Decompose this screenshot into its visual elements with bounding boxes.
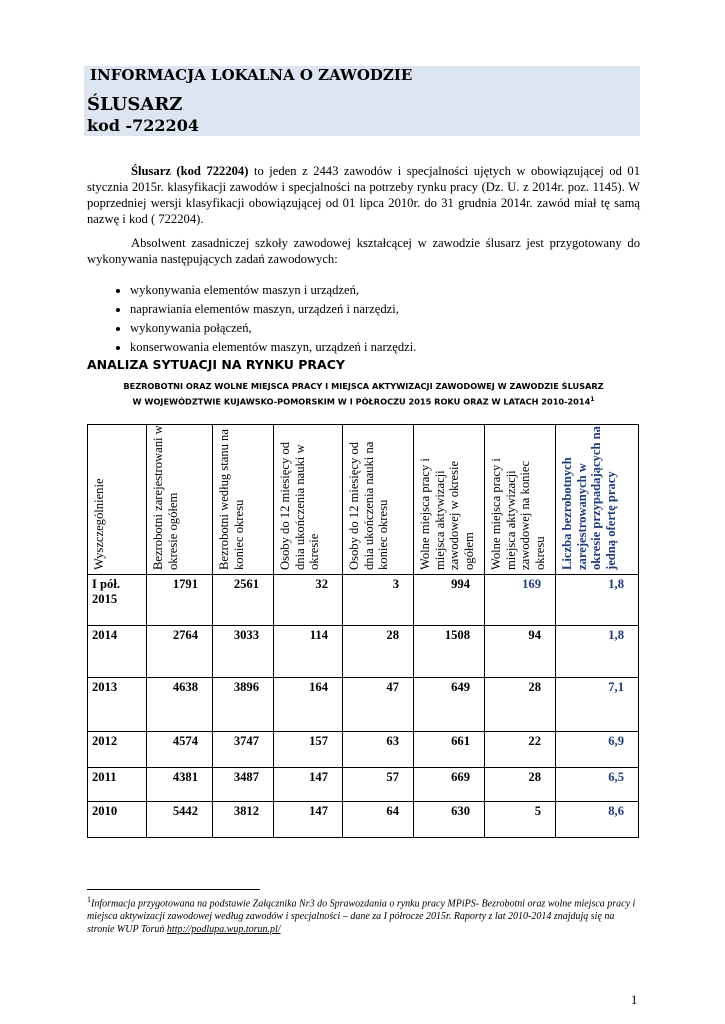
intro-paragraph-2 xyxy=(87,235,640,267)
table-cell: 28 xyxy=(343,626,414,678)
table-cell: 22 xyxy=(485,732,556,768)
table-row xyxy=(88,678,639,732)
table-caption-line-1: BEZROBOTNI ORAZ WOLNE MIEJSCA PRACY I MIEJSCA AKTYWIZACJI ZAWODOWEJ W ZAWODZIE ŚLUSARZ xyxy=(123,381,604,391)
intro-text: to jeden z 2443 zawodów i specjalności ujętych w obowiązującej od 01 stycznia 2015r. klasyfikacji zawodów i specjalności na potrzeby rynku pracy (Dz. U. z 2014r. poz. 1145). W poprzedniej wersji klasyfikacji obowiązującej od 01 lipca 2010r. do 31 grudnia 2014r. zawód miał tę samą nazwę i kod ( 722204). xyxy=(87,164,640,226)
header-cell xyxy=(485,425,556,575)
header-label: Bezrobotni według stanu na koniec okresu xyxy=(217,429,246,570)
row-label: 2012 xyxy=(88,732,147,768)
row-label: 2013 xyxy=(88,678,147,732)
table-cell: 4638 xyxy=(147,678,213,732)
footnote-ref: 1 xyxy=(590,396,595,403)
caption-text: W WOJEWÓDZTWIE KUJAWSKO-POMORSKIM W I PÓŁROCZU 2015 ROKU ORAZ W LATACH 2010-2014 xyxy=(132,396,591,407)
table-cell: 669 xyxy=(414,768,485,802)
table-cell: 3812 xyxy=(213,802,274,838)
data-table xyxy=(87,424,639,838)
footnote-link[interactable]: http://podlupa.wup.torun.pl/ xyxy=(166,924,281,936)
table-cell: 64 xyxy=(343,802,414,838)
page-number: 1 xyxy=(631,993,638,1007)
table-cell: 164 xyxy=(274,678,343,732)
table-cell: 94 xyxy=(485,626,556,678)
intro-text-2: Absolwent zasadniczej szkoły zawodowej kształcącej w zawodzie ślusarz jest przygotowany do wykonywania następujących zadań zawodowych: xyxy=(87,236,640,266)
row-label: I pół. 2015 xyxy=(88,575,147,626)
table-cell: 630 xyxy=(414,802,485,838)
footnote-divider xyxy=(87,889,260,890)
list-item: • konserwowania elementów maszyn, urządzeń i narzędzi. xyxy=(130,338,416,357)
table-row xyxy=(88,732,639,768)
table-cell: 5 xyxy=(485,802,556,838)
table-cell: 157 xyxy=(274,732,343,768)
task-list xyxy=(87,281,416,357)
table-header-row xyxy=(88,425,639,575)
table-cell: 1,8 xyxy=(556,626,639,678)
document-title: INFORMACJA LOKALNA O ZAWODZIE xyxy=(90,66,413,84)
table-cell: 4381 xyxy=(147,768,213,802)
header-cell xyxy=(147,425,213,575)
table-cell: 3747 xyxy=(213,732,274,768)
table-cell: 63 xyxy=(343,732,414,768)
table-cell: 1,8 xyxy=(556,575,639,626)
table-cell: 57 xyxy=(343,768,414,802)
table-cell: 3896 xyxy=(213,678,274,732)
header-label: Wolne miejsca pracy i miejsca aktywizacji zawodowej na koniec okresu xyxy=(489,458,547,570)
header-cell xyxy=(414,425,485,575)
table-row xyxy=(88,802,639,838)
table-cell: 3487 xyxy=(213,768,274,802)
table-cell: 1791 xyxy=(147,575,213,626)
table-cell: 649 xyxy=(414,678,485,732)
table-cell: 4574 xyxy=(147,732,213,768)
list-item: • naprawiania elementów maszyn, urządzeń i narzędzi, xyxy=(130,300,416,319)
table-cell: 1508 xyxy=(414,626,485,678)
row-label: 2014 xyxy=(88,626,147,678)
row-label: 2011 xyxy=(88,768,147,802)
table-cell: 661 xyxy=(414,732,485,768)
table-cell: 6,9 xyxy=(556,732,639,768)
footnote xyxy=(87,893,640,936)
table-cell: 2561 xyxy=(213,575,274,626)
table-row xyxy=(88,768,639,802)
occupation-name: ŚLUSARZ xyxy=(87,94,183,115)
header-label: Bezrobotni zarejestrowani w okresie ogółem xyxy=(151,425,180,570)
header-cell xyxy=(556,425,639,575)
table-cell: 8,6 xyxy=(556,802,639,838)
table-cell: 2764 xyxy=(147,626,213,678)
header-label: Liczba bezrobotnych zarejestrowanych w okresie przypadających na jedną ofertę pracy xyxy=(560,426,618,570)
table-cell: 3 xyxy=(343,575,414,626)
table-row xyxy=(88,575,639,626)
header-label: Osoby do 12 miesięcy od dnia ukończenia nauki na koniec okresu xyxy=(347,441,390,570)
header-label: Wolne miejsca pracy i miejsca aktywizacji zawodowej w okresie ogółem xyxy=(418,458,476,570)
table-cell: 147 xyxy=(274,802,343,838)
table-cell: 28 xyxy=(485,678,556,732)
header-cell xyxy=(213,425,274,575)
table-cell: 32 xyxy=(274,575,343,626)
table-row xyxy=(88,626,639,678)
table-cell: 114 xyxy=(274,626,343,678)
table-cell: 28 xyxy=(485,768,556,802)
table-cell: 169 xyxy=(485,575,556,626)
table-cell: 6,5 xyxy=(556,768,639,802)
table-cell: 7,1 xyxy=(556,678,639,732)
footnote-mark: 1 xyxy=(87,895,91,904)
table-cell: 994 xyxy=(414,575,485,626)
list-item: • wykonywania połączeń, xyxy=(130,319,416,338)
table-cell: 3033 xyxy=(213,626,274,678)
table-cell: 5442 xyxy=(147,802,213,838)
occupation-code: kod -722204 xyxy=(87,116,199,135)
table-caption-line-2 xyxy=(87,396,640,407)
header-cell xyxy=(274,425,343,575)
list-item: • wykonywania elementów maszyn i urządzeń, xyxy=(130,281,416,300)
intro-paragraph-1 xyxy=(87,163,640,227)
header-label: Wyszczególnienie xyxy=(92,478,106,570)
footnote-text: Informacja przygotowana na podstawie Załącznika Nr3 do Sprawozdania o rynku pracy MPiPS- Bezrobotni oraz wolne miejsca pracy i miejsca aktywizacji zawodowej według zawodów i specjalności – dane za I półrocze 2015r. Raporty z lat 2010-2014 znajdują się na stronie WUP Toruń xyxy=(87,898,636,936)
section-title: ANALIZA SYTUACJI NA RYNKU PRACY xyxy=(87,357,345,372)
table-cell: 47 xyxy=(343,678,414,732)
header-cell xyxy=(343,425,414,575)
header-label: Osoby do 12 miesięcy od dnia ukończenia nauki w okresie xyxy=(278,441,321,570)
table-cell: 147 xyxy=(274,768,343,802)
header-cell xyxy=(88,425,147,575)
row-label: 2010 xyxy=(88,802,147,838)
intro-bold: Ślusarz (kod 722204) xyxy=(131,164,249,178)
